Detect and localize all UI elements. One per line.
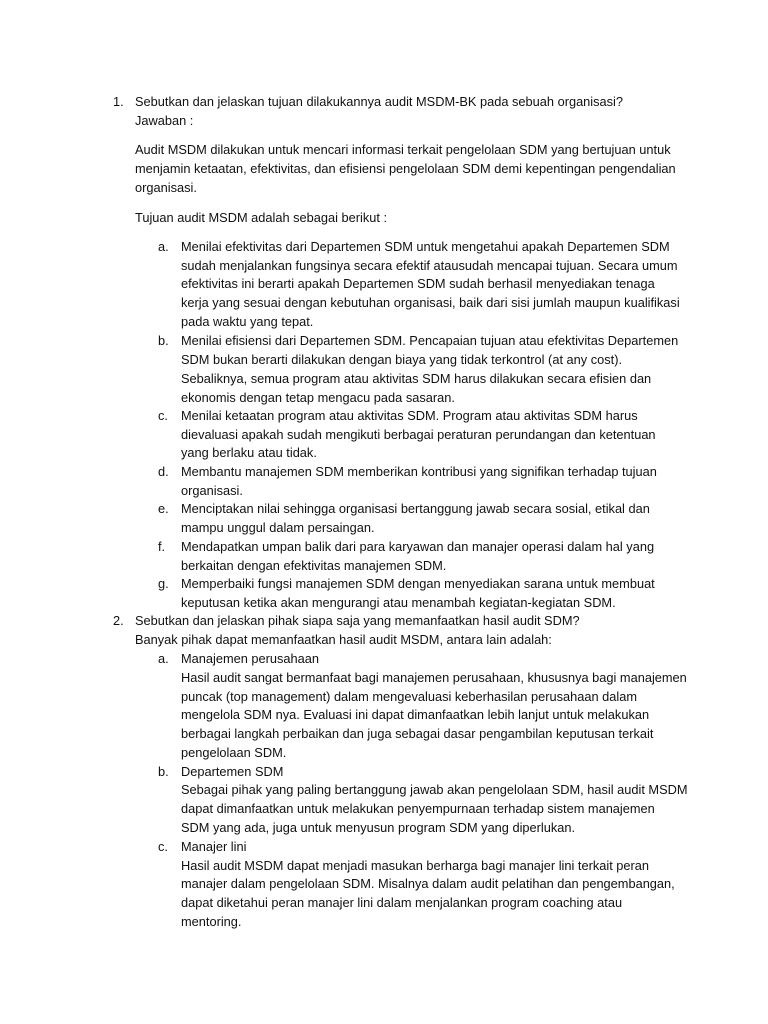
- q1-item-line: yang berlaku atau tidak.: [181, 445, 317, 460]
- q1-question: Sebutkan dan jelaskan tujuan dilakukannya audit MSDM-BK pada sebuah organisasi?: [135, 94, 624, 109]
- q1-item-line: Menciptakan nilai sehingga organisasi bertanggung jawab secara sosial, etikal dan: [181, 501, 650, 516]
- q2-number: 2.: [113, 613, 124, 628]
- q1-item-line: Mendapatkan umpan balik dari para karyawan dan manajer operasi dalam hal yang: [181, 539, 655, 554]
- q1-item-line: efektivitas ini berarti apakah Departemen SDM sudah berhasil menyediakan tenaga: [181, 276, 655, 291]
- q2-item-letter: b.: [158, 764, 169, 779]
- q1-answer-label: Jawaban :: [135, 113, 194, 128]
- q1-number: 1.: [113, 94, 124, 109]
- q2-intro: Banyak pihak dapat memanfaatkan hasil audit MSDM, antara lain adalah:: [135, 632, 552, 647]
- q2-item-line: dapat diketahui peran manajer lini dalam menjalankan program coaching atau: [181, 895, 623, 910]
- q1-item-letter: f.: [158, 539, 166, 554]
- q1-item-letter: d.: [158, 464, 169, 479]
- q1-item-letter: c.: [158, 408, 168, 423]
- q1-item-line: sudah menjalankan fungsinya secara efektif atausudah mencapai tujuan. Secara umum: [181, 258, 678, 273]
- q2-item-title: Manajemen perusahaan: [181, 651, 320, 666]
- q1-item-line: pada waktu yang tepat.: [181, 314, 314, 329]
- q2-item-line: Hasil audit MSDM dapat menjadi masukan berharga bagi manajer lini terkait peran: [181, 858, 650, 873]
- q1-item-line: dievaluasi apakah sudah mengikuti berbagai peraturan perundangan dan ketentuan: [181, 427, 656, 442]
- q1-item-line: Menilai efisiensi dari Departemen SDM. Pencapaian tujuan atau efektivitas Departemen: [181, 333, 679, 348]
- q2-item-line: SDM yang ada, juga untuk menyusun program SDM yang diperlukan.: [181, 820, 576, 835]
- q1-item-line: berkaitan dengan efektivitas manajemen SDM.: [181, 558, 447, 573]
- q1-item-line: Sebaliknya, semua program atau aktivitas SDM harus dilakukan secara efisien dan: [181, 371, 652, 386]
- q2-item-letter: c.: [158, 839, 168, 854]
- q2-item-line: dapat dimanfaatkan untuk melakukan penyempurnaan terhadap sistem manajemen: [181, 801, 655, 816]
- q2-item-line: Hasil audit sangat bermanfaat bagi manajemen perusahaan, khususnya bagi manajemen: [181, 670, 687, 685]
- q1-intro-line: organisasi.: [135, 180, 197, 195]
- q2-item-line: Sebagai pihak yang paling bertanggung jawab akan pengelolaan SDM, hasil audit MSDM: [181, 782, 688, 797]
- q1-item-line: kerja yang sesuai dengan kebutuhan organisasi, baik dari sisi jumlah maupun kualifikasi: [181, 295, 680, 310]
- q2-item-line: mentoring.: [181, 914, 242, 929]
- q1-tujuan-heading: Tujuan audit MSDM adalah sebagai berikut :: [135, 210, 388, 225]
- q2-item-title: Departemen SDM: [181, 764, 284, 779]
- q2-item-title: Manajer lini: [181, 839, 247, 854]
- q1-item-line: Menilai efektivitas dari Departemen SDM untuk mengetahui apakah Departemen SDM: [181, 239, 670, 254]
- q2-item-line: pengelolaan SDM.: [181, 745, 287, 760]
- q2-question: Sebutkan dan jelaskan pihak siapa saja yang memanfaatkan hasil audit SDM?: [135, 613, 580, 628]
- q1-item-line: Memperbaiki fungsi manajemen SDM dengan menyediakan sarana untuk membuat: [181, 576, 655, 591]
- q1-item-line: Membantu manajemen SDM memberikan kontribusi yang signifikan terhadap tujuan: [181, 464, 657, 479]
- q2-item-line: puncak (top management) dalam mengevaluasi keberhasilan perusahaan dalam: [181, 689, 637, 704]
- q2-item-line: manajer dalam pengelolaan SDM. Misalnya dalam audit pelatihan dan pengembangan,: [181, 876, 675, 891]
- q1-item-letter: b.: [158, 333, 169, 348]
- q1-intro-line: menjamin ketaatan, efektivitas, dan efisiensi pengelolaan SDM demi kepentingan pengendalian: [135, 161, 676, 176]
- q1-item-letter: g.: [158, 576, 169, 591]
- q2-item-line: mengelola SDM nya. Evaluasi ini dapat dimanfaatkan lebih lanjut untuk melakukan: [181, 707, 650, 722]
- q1-item-letter: e.: [158, 501, 169, 516]
- q2-item-line: berbagai langkah perbaikan dan juga sebagai dasar pengambilan keputusan terkait: [181, 726, 654, 741]
- q1-intro-line: Audit MSDM dilakukan untuk mencari informasi terkait pengelolaan SDM yang bertujuan untuk: [135, 142, 671, 157]
- q1-item-line: organisasi.: [181, 483, 243, 498]
- q1-item-line: ekonomis dengan tetap mengacu pada sasaran.: [181, 390, 455, 405]
- q1-item-letter: a.: [158, 239, 169, 254]
- q1-item-line: keputusan ketika akan mengurangi atau menambah kegiatan-kegiatan SDM.: [181, 595, 616, 610]
- q1-item-line: SDM bukan berarti dilakukan dengan biaya yang tidak terkontrol (at any cost).: [181, 352, 623, 367]
- q2-item-letter: a.: [158, 651, 169, 666]
- q1-item-line: Menilai ketaatan program atau aktivitas SDM. Program atau aktivitas SDM harus: [181, 408, 638, 423]
- q1-item-line: mampu unggul dalam persaingan.: [181, 520, 375, 535]
